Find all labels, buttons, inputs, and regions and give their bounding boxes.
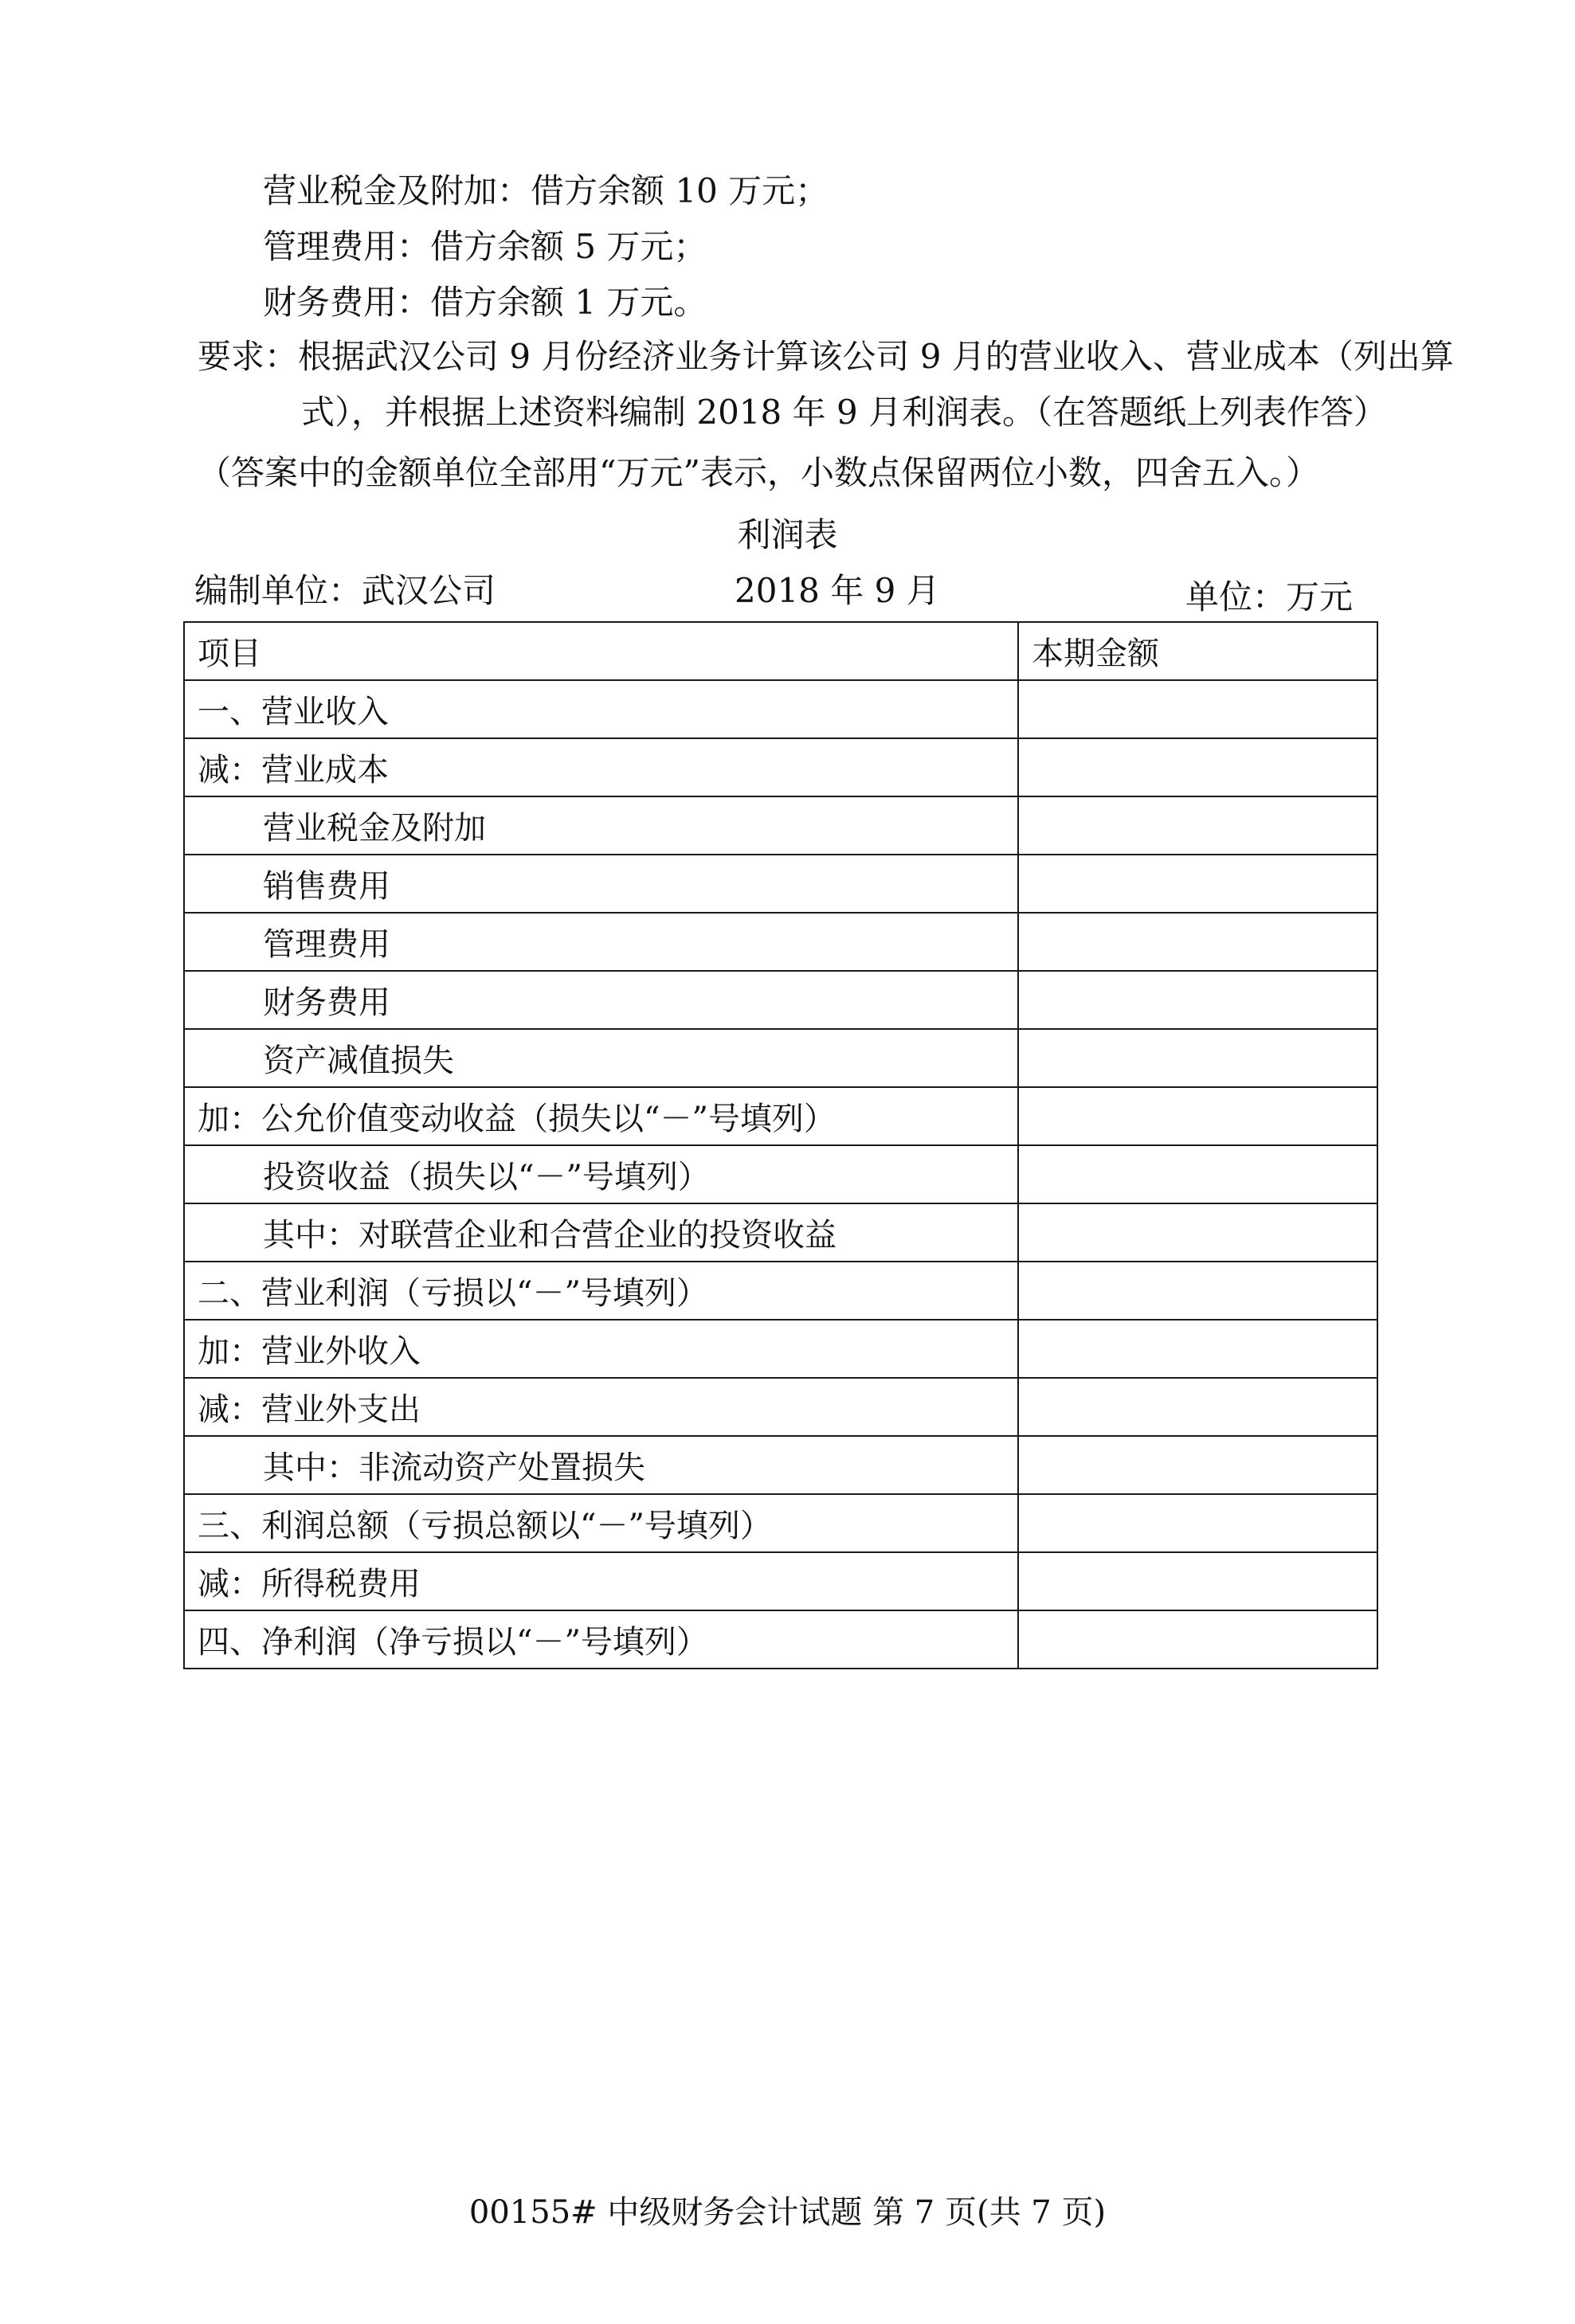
row-label: 其中：非流动资产处置损失	[184, 1436, 1018, 1494]
table-row	[184, 1203, 1377, 1262]
table-row	[184, 796, 1377, 855]
row-amount	[1018, 1610, 1377, 1669]
row-amount	[1018, 913, 1377, 971]
header-amount: 本期金额	[1018, 622, 1377, 680]
row-amount	[1018, 1029, 1377, 1087]
preparing-unit: 编制单位：武汉公司	[194, 571, 496, 610]
row-label: 财务费用	[184, 971, 1018, 1029]
row-label: 资产减值损失	[184, 1029, 1018, 1087]
balance-line-tax: 营业税金及附加：借方余额 10 万元；	[263, 171, 829, 210]
report-period: 2018 年 9 月	[735, 571, 940, 610]
requirement-line-1: 要求：根据武汉公司 9 月份经济业务计算该公司 9 月的营业收入、营业成本（列出算	[198, 337, 1454, 376]
row-amount	[1018, 1494, 1377, 1552]
row-amount	[1018, 680, 1377, 738]
table-row	[184, 913, 1377, 971]
table-row	[184, 1145, 1377, 1203]
row-amount	[1018, 1262, 1377, 1320]
row-amount	[1018, 971, 1377, 1029]
table-row	[184, 1262, 1377, 1320]
table-row	[184, 1552, 1377, 1610]
currency-unit: 单位：万元	[1185, 577, 1354, 616]
table-row	[184, 1436, 1377, 1494]
row-label: 其中：对联营企业和合营企业的投资收益	[184, 1203, 1018, 1262]
table-row	[184, 738, 1377, 796]
table-row	[184, 971, 1377, 1029]
row-label: 减：所得税费用	[184, 1552, 1018, 1610]
table-row	[184, 1320, 1377, 1378]
row-label: 投资收益（损失以“－”号填列）	[184, 1145, 1018, 1203]
page-footer: 00155# 中级财务会计试题 第 7 页(共 7 页)	[468, 2194, 1107, 2231]
table-header-row	[184, 622, 1377, 680]
row-label: 减：营业外支出	[184, 1378, 1018, 1436]
balance-line-finance: 财务费用：借方余额 1 万元。	[263, 283, 707, 322]
row-amount	[1018, 855, 1377, 913]
row-label: 管理费用	[184, 913, 1018, 971]
row-label: 二、营业利润（亏损以“－”号填列）	[184, 1262, 1018, 1320]
table-row	[184, 1087, 1377, 1145]
row-amount	[1018, 1378, 1377, 1436]
table-row	[184, 1378, 1377, 1436]
balance-line-admin: 管理费用：借方余额 5 万元；	[263, 227, 707, 266]
row-label: 营业税金及附加	[184, 796, 1018, 855]
row-amount	[1018, 1145, 1377, 1203]
header-item: 项目	[184, 622, 1018, 680]
table-title: 利润表	[737, 515, 838, 554]
row-label: 减：营业成本	[184, 738, 1018, 796]
row-label: 销售费用	[184, 855, 1018, 913]
row-label: 一、营业收入	[184, 680, 1018, 738]
row-amount	[1018, 738, 1377, 796]
row-amount	[1018, 1320, 1377, 1378]
table-row	[184, 1029, 1377, 1087]
requirement-line-2: 式），并根据上述资料编制 2018 年 9 月利润表。（在答题纸上列表作答）	[301, 393, 1388, 432]
row-amount	[1018, 1203, 1377, 1262]
row-label: 四、净利润（净亏损以“－”号填列）	[184, 1610, 1018, 1669]
row-label: 三、利润总额（亏损总额以“－”号填列）	[184, 1494, 1018, 1552]
table-row	[184, 1494, 1377, 1552]
row-amount	[1018, 1436, 1377, 1494]
income-statement-table	[183, 621, 1378, 1669]
table-row	[184, 1610, 1377, 1669]
row-amount	[1018, 796, 1377, 855]
row-amount	[1018, 1087, 1377, 1145]
table-row	[184, 680, 1377, 738]
table-row	[184, 855, 1377, 913]
row-label: 加：营业外收入	[184, 1320, 1018, 1378]
row-label: 加：公允价值变动收益（损失以“－”号填列）	[184, 1087, 1018, 1145]
row-amount	[1018, 1552, 1377, 1610]
answer-note: （答案中的金额单位全部用“万元”表示，小数点保留两位小数，四舍五入。）	[198, 453, 1319, 492]
